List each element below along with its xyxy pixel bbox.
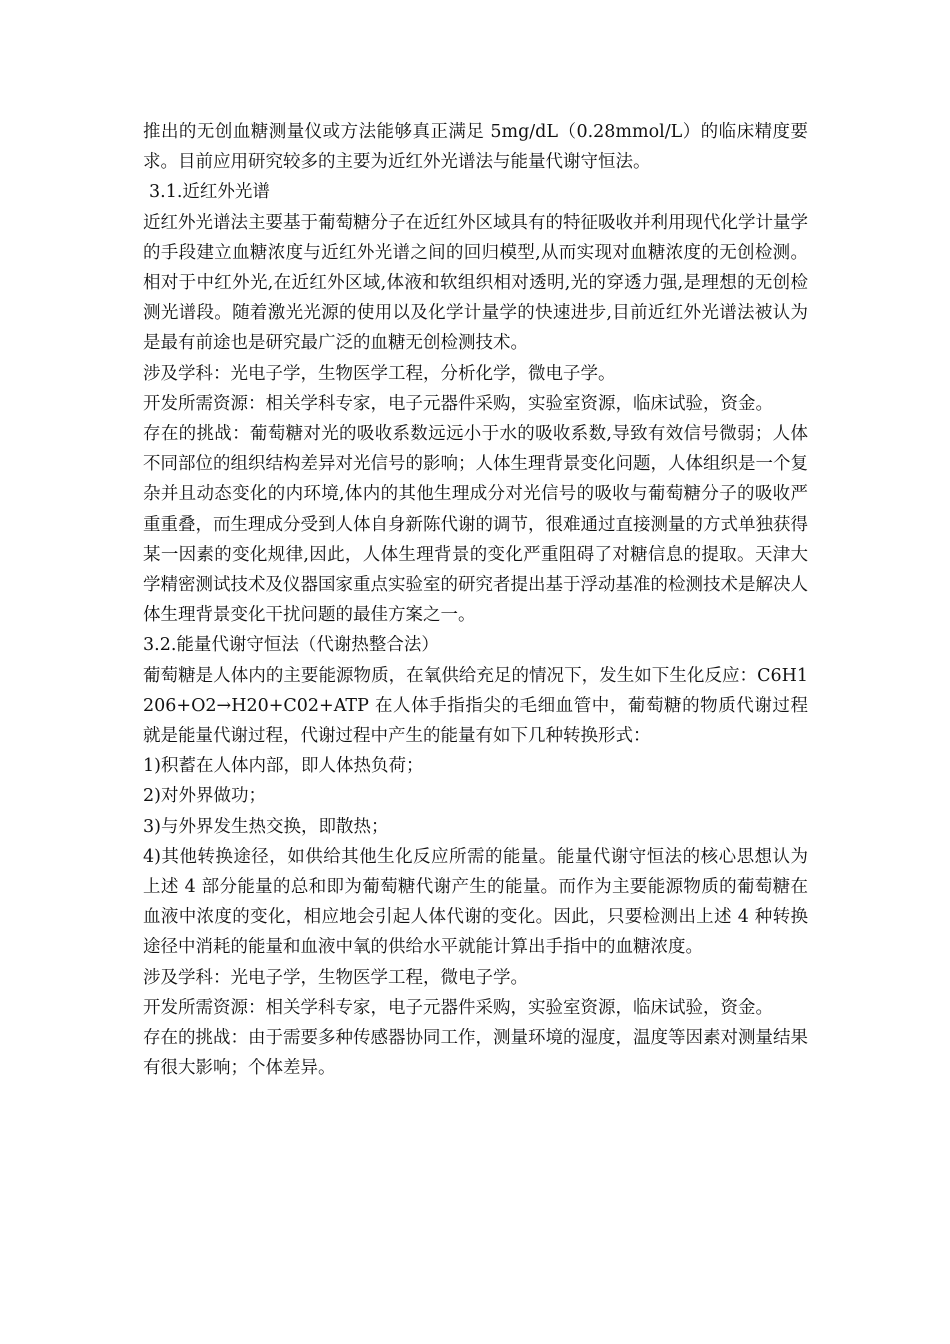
nir-description-paragraph: 近红外光谱法主要基于葡萄糖分子在近红外区域具有的特征吸收并利用现代化学计量学的手段建立血糖浓度与近红外光谱之间的回归模型,从而实现对血糖浓度的无创检测。相对于中红外光,在近红外区域,体液和软组织相对透明,光的穿透力强,是理想的无创检测光谱段。随着激光光源的使用以及化学计量学的快速进步,目前近红外光谱法被认为是最有前途也是研究最广泛的血糖无创检测技术。 bbox=[143, 212, 808, 354]
nir-challenges-paragraph: 存在的挑战：葡萄糖对光的吸收系数远远小于水的吸收系数,导致有效信号微弱；人体不同部位的组织结构差异对光信号的影响；人体生理背景变化问题，人体组织是一个复杂并且动态变化的内环境,体内的其他生理成分对光信号的吸收与葡萄糖分子的吸收严重重叠，而生理成分受到人体自身新陈代谢的调节，很难通过直接测量的方式单独获得某一因素的变化规律,因此，人体生理背景的变化严重阻碍了对糖信息的提取。天津大学精密测试技术及仪器国家重点实验室的研究者提出基于浮动基准的检测技术是解决人体生理背景变化干扰问题的最佳方案之一。 bbox=[143, 424, 808, 626]
metabolism-challenges-paragraph: 存在的挑战：由于需要多种传感器协同工作，测量环境的湿度，温度等因素对测量结果有很大影响；个体差异。 bbox=[143, 1028, 808, 1079]
document-body bbox=[143, 117, 808, 1084]
section-heading-3-1: 3.1.近红外光谱 bbox=[149, 182, 270, 203]
list-item-2: 2)对外界做功； bbox=[143, 786, 266, 807]
list-item-3: 3)与外界发生热交换，即散热； bbox=[143, 816, 389, 837]
metabolism-disciplines-line: 涉及学科：光电子学，生物医学工程，微电子学。 bbox=[143, 967, 528, 988]
list-item-1: 1)积蓄在人体内部，即人体热负荷； bbox=[143, 756, 424, 777]
nir-disciplines-line: 涉及学科：光电子学，生物医学工程，分析化学，微电子学。 bbox=[143, 363, 616, 384]
section-heading-3-2: 3.2.能量代谢守恒法（代谢热整合法） bbox=[143, 635, 439, 656]
list-item-4: 4)其他转换途径，如供给其他生化反应所需的能量。能量代谢守恒法的核心思想认为上述 4 部分能量的总和即为葡萄糖代谢产生的能量。而作为主要能源物质的葡萄糖在血液中浓度的变化，相应地会引起人体代谢的变化。因此，只要检测出上述 4 种转换途径中消耗的能量和血液中氧的供给水平就能计算出手指中的血糖浓度。 bbox=[143, 846, 808, 958]
metabolism-description-paragraph: 葡萄糖是人体内的主要能源物质，在氧供给充足的情况下，发生如下生化反应：C6H1206+O2→H20+C02+ATP 在人体手指指尖的毛细血管中，葡萄糖的物质代谢过程就是能量代谢过程，代谢过程中产生的能量有如下几种转换形式： bbox=[143, 665, 808, 747]
metabolism-resources-line: 开发所需资源：相关学科专家，电子元器件采购，实验室资源，临床试验，资金。 bbox=[143, 997, 773, 1018]
nir-resources-line: 开发所需资源：相关学科专家，电子元器件采购，实验室资源，临床试验，资金。 bbox=[143, 393, 773, 414]
intro-paragraph: 推出的无创血糖测量仪或方法能够真正满足 5mg/dL（0.28mmol/L）的临床精度要求。目前应用研究较多的主要为近红外光谱法与能量代谢守恒法。 bbox=[143, 122, 808, 173]
